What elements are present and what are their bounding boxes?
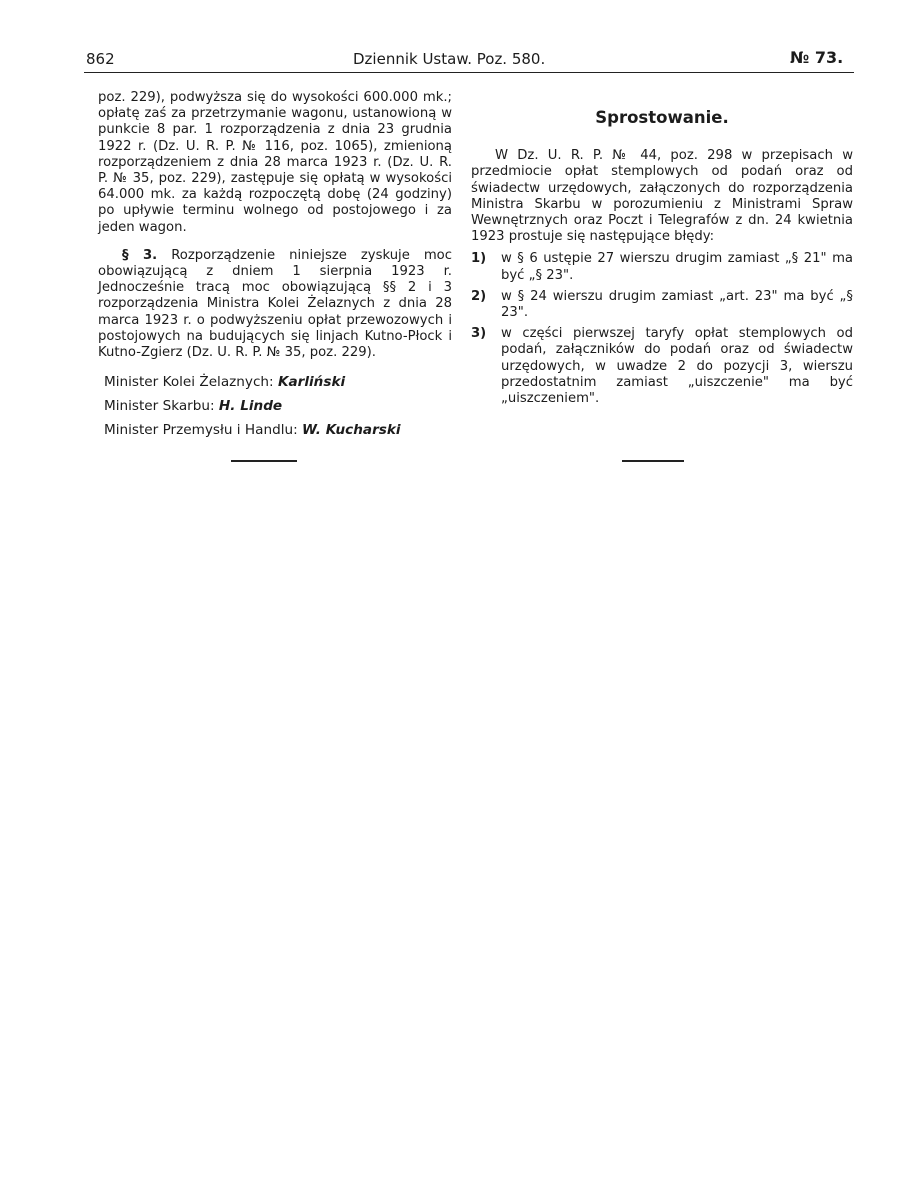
signature-title: Minister Kolei Żelaznych: (104, 374, 274, 391)
right-column (471, 110, 853, 412)
signature-line (98, 397, 452, 415)
issue-number: № 73. (790, 48, 844, 67)
signature-name: W. Kucharski (302, 422, 401, 439)
list-item-text: w § 24 wierszu drugim zamiast „art. 23" ma być „§ 23". (501, 288, 853, 321)
left-column (98, 90, 452, 439)
running-title: Dziennik Ustaw. Poz. 580. (353, 50, 546, 68)
correction-title: Sprostowanie. (595, 108, 729, 127)
signature-title: Minister Skarbu: (104, 398, 215, 415)
list-item (471, 288, 853, 321)
list-item-text: w § 6 ustępie 27 wierszu drugim zamiast „§ 21" ma być „§ 23". (501, 251, 853, 283)
section-mark: § 3. (122, 247, 158, 263)
signature-line (98, 373, 452, 391)
list-item (471, 326, 853, 407)
page-header (0, 0, 913, 80)
signature-name: H. Linde (218, 398, 283, 415)
left-end-divider (231, 460, 297, 462)
page-number: 862 (86, 50, 115, 68)
correction-intro: W Dz. U. R. P. № 44, poz. 298 w przepisach w przedmiocie opłat stemplowych od podań oraz od świadectw urzędowych, załączonych do rozporządzenia Ministra Skarbu w porozumieniu z Ministrami Spraw Wewnętrznych oraz Poczt i Telegrafów z dn. 24 kwietnia 1923 prostuje się następujące błędy: (471, 148, 853, 245)
paragraph-continuation: poz. 229), podwyższa się do wysokości 600.000 mk.; opłatę zaś za przetrzymanie wagonu, ustanowioną w punkcie 8 par. 1 rozporządzenia z dnia 23 grudnia 1922 r. (Dz. U. R. P. № 116, poz. 1065), zmienioną rozporządzeniem z dnia 28 marca 1923 r. (Dz. U. R. P. № 35, poz. 229), zastępuje się opłatą w wysokości 64.000 mk. za każdą rozpoczętą dobę (24 godziny) po upływie terminu wolnego od postojowego i za jeden wagon. (98, 90, 452, 235)
list-item (471, 251, 853, 283)
list-item-number: 2) (471, 288, 487, 304)
right-end-divider (622, 460, 684, 462)
list-item-number: 1) (471, 251, 487, 267)
list-item-number: 3) (471, 326, 487, 342)
signature-name: Karliński (277, 374, 346, 391)
signature-line (98, 421, 452, 439)
list-item-text: w części pierwszej taryfy opłat stemplowych od podań, załączników do podań oraz od świadectw urzędowych, w uwadze 2 do pozycji 3, wierszu przedostatnim zamiast „uiszczenie" ma być „uiszczeniem". (501, 326, 853, 407)
section-3-text: Rozporządzenie niniejsze zyskuje moc obowiązującą z dniem 1 sierpnia 1923 r. Jednocześnie tracą moc obowiązującą §§ 2 i 3 rozporządzenia Ministra Kolei Żelaznych z dnia 28 marca 1923 r. o podwyższeniu opłat przewozowych i postojowych na budujących się linjach Kutno-Płock i Kutno-Zgierz (Dz. U. R. P. № 35, poz. 229). (98, 247, 452, 361)
signature-title: Minister Przemysłu i Handlu: (104, 422, 298, 439)
header-divider (84, 72, 854, 73)
corrections-list (471, 251, 853, 407)
section-3-paragraph (98, 248, 452, 361)
